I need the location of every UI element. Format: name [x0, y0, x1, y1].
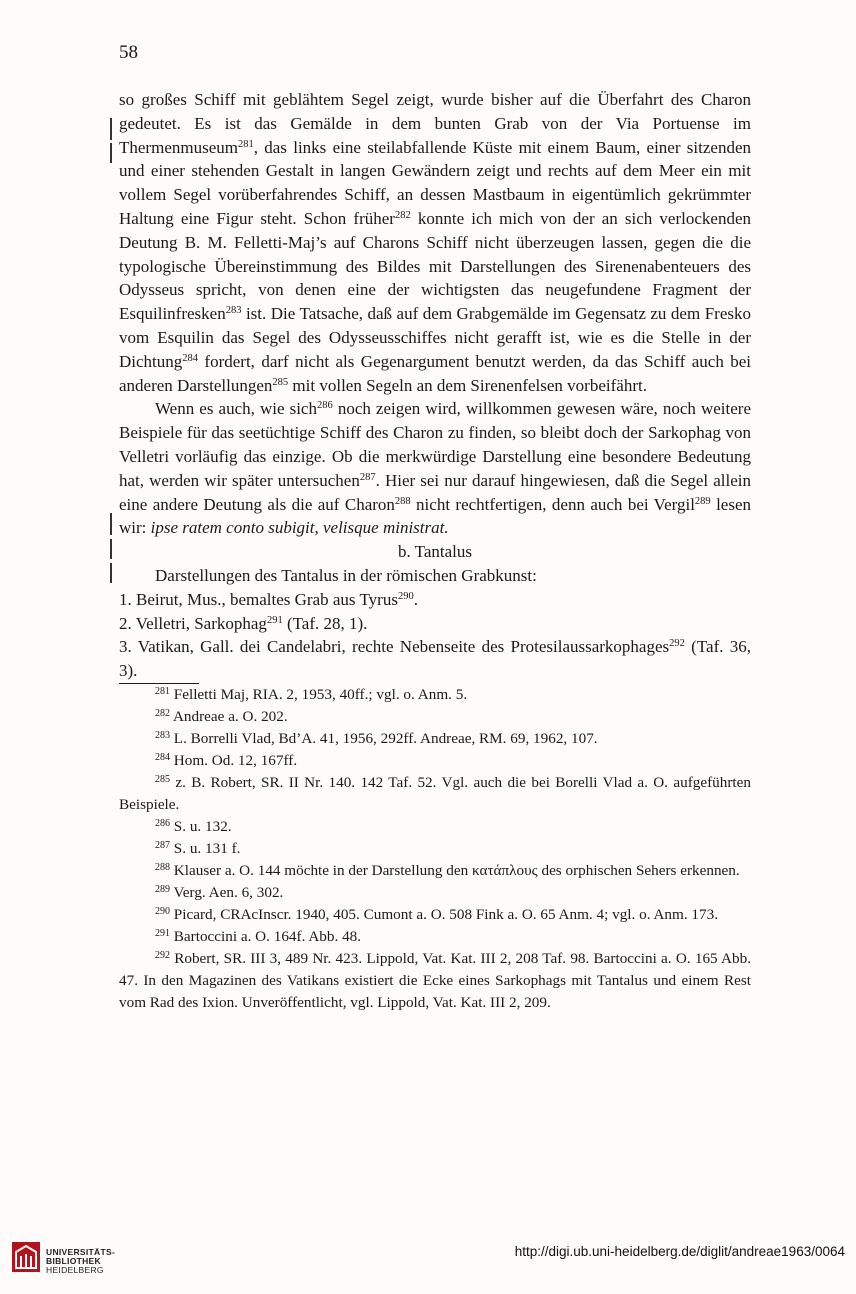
list-item: 2. Velletri, Sarkophag$^{291}$ (Taf. 28, 1). [119, 613, 368, 633]
footnote-text: z. B. Robert, SR. II Nr. 140. 142 Taf. 52. Vgl. auch die bei Borelli Vlad a. O. aufgeführten Beispiele. [119, 773, 751, 813]
footnote-ref: 292 [669, 638, 685, 650]
footnote-ref: 288 [394, 495, 411, 507]
footnote-text: Picard, CRAcInscr. 1940, 405. Cumont a. O. 508 Fink a. O. 65 Anm. 4; vgl. o. Anm. 173. [170, 905, 719, 923]
footnote-number: 290 [155, 905, 170, 917]
university-library-logo-icon [12, 1242, 40, 1272]
footnote-text: Verg. Aen. 6, 302. [170, 883, 284, 901]
footnote-text: Andreae a. O. 202. [170, 707, 288, 725]
page-number: 58 [119, 42, 138, 63]
footnote-number: 284 [155, 751, 170, 763]
footnote-number: 288 [155, 861, 170, 873]
footnote [119, 772, 751, 816]
footnote [119, 706, 751, 728]
footnote-ref: 290 [397, 590, 414, 602]
margin-mark [110, 118, 112, 140]
footnote [119, 926, 751, 948]
paragraph: so großes Schiff mit geblähtem Segel zeigt, wurde bisher auf die Überfahrt des Charon gedeutet. Es ist das Gemälde in dem bunten Grab von der Via Portuense im Thermenmuseum$^{281}$, das links eine steilabfallende Küste mit einem Baum, einer sitzenden und einer stehenden Gestalt in langen Gewändern zeigt und rechts auf dem Meer ein mit vollem Segel vorüberfahrendes Schiff, an dessen Mastbaum in eigentümlich gekrümmter Haltung eine Figur steht. Schon früher$^{282}$ konnte ich mich von der an sich verlockenden Deutung B. M. Felletti-Maj’s auf Charons Schiff nicht überzeugen lassen, gegen die die typologische Übereinstimmung des Bildes mit Darstellungen des Sirenenabenteuers des Odysseus spricht, von denen eine der wichtigsten das neugefundene Fragment der Esquilinfresken$^{283}$ ist. Die Tatsache, daß auf dem Grabgemälde im Gegensatz zu dem Fresko vom Esquilin das Segel des Odysseusschiffes nicht gerafft ist, wie es die Stelle in der Dichtung$^{284}$ fordert, darf nicht als Gegenargument benutzt werden, da das Schiff auch bei anderen Darstellungen$^{285}$ mit vollen Segeln an dem Sirenenfelsen vorbeifährt. [119, 90, 751, 395]
margin-mark [110, 143, 112, 163]
footnote-text: L. Borrelli Vlad, Bd’A. 41, 1956, 292ff. Andreae, RM. 69, 1962, 107. [170, 729, 598, 747]
latin-quote: ipse ratem conto subigit, velisque ministrat. [150, 518, 449, 538]
footnote-number: 291 [155, 927, 170, 939]
footnote [119, 838, 751, 860]
footnote [119, 728, 751, 750]
footnote [119, 882, 751, 904]
margin-mark [110, 563, 112, 583]
footnote-text: Felletti Maj, RIA. 2, 1953, 40ff.; vgl. o. Anm. 5. [170, 685, 468, 703]
list-item: 3. Vatikan, Gall. dei Candelabri, rechte Nebenseite des Protesilaussarkophages$^{292}$ (Taf. 36, 3). [119, 637, 751, 681]
paragraph: Wenn es auch, wie sich$^{286}$ noch zeigen wird, willkommen gewesen wäre, noch weitere Beispiele für das seetüchtige Schiff des Charon zu finden, so bleibt doch der Sarkophag von Velletri vorläufig das einzige. Ob die merkwürdige Darstellung eine besondere Bedeutung hat, werden wir später untersuchen$^{287}$. Hier sei nur darauf hingewiesen, daß die Segel allein eine andere Deutung als die auf Charon$^{288}$ nicht rechtfertigen, denn auch bei Vergil$^{289}$ lesen wir: ipse ratem conto subigit, velisque ministrat. [119, 399, 752, 538]
footnote-text: S. u. 131 f. [170, 839, 241, 857]
section-title: b. Tantalus [397, 542, 473, 562]
footnote-number: 282 [155, 707, 170, 719]
footnote-text: Robert, SR. III 3, 489 Nr. 423. Lippold, Vat. Kat. III 2, 208 Taf. 98. Bartoccini a. O. 165 Abb. 47. In den Magazinen des Vatikans existiert die Ecke eines Sarkophags mit Tantalus und einem Rest vom Rad des Ixion. Unveröffentlicht, vgl. Lippold, Vat. Kat. III 2, 209. [119, 949, 751, 1011]
footnote [119, 948, 751, 1014]
margin-mark [110, 513, 112, 535]
footnote [119, 860, 751, 882]
source-url-link[interactable]: http://digi.ub.uni-heidelberg.de/diglit/andreae1963/0064 [514, 1244, 845, 1259]
footnote-number: 289 [155, 883, 170, 895]
footnote-ref: 283 [225, 305, 242, 317]
footnote [119, 684, 751, 706]
footnote-ref: 282 [394, 209, 411, 221]
footnote-ref: 285 [272, 376, 289, 388]
footnote-number: 283 [155, 729, 170, 741]
footnote-number: 285 [155, 773, 170, 785]
footnote-ref: 289 [694, 495, 711, 507]
footnotes [119, 684, 751, 1014]
footnote-ref: 284 [182, 352, 199, 364]
footnote-ref: 291 [266, 614, 283, 626]
tantalus-list [119, 588, 751, 683]
footnote-text: S. u. 132. [170, 817, 232, 835]
footnote-number: 286 [155, 817, 170, 829]
footnote [119, 904, 751, 926]
footnote [119, 816, 751, 838]
footnote-number: 281 [155, 685, 170, 697]
footnote-ref: 281 [237, 138, 254, 150]
footnote-text: Klauser a. O. 144 möchte in der Darstellung den κατάπλους des orphischen Sehers erkennen. [170, 861, 740, 879]
footnote-text: Bartoccini a. O. 164f. Abb. 48. [170, 927, 362, 945]
list-intro: Darstellungen des Tantalus in der römischen Grabkunst: [155, 565, 537, 585]
main-text [119, 88, 751, 1014]
footnote-ref: 286 [316, 400, 333, 412]
footnote-ref: 287 [359, 471, 376, 483]
page-footer [0, 1226, 856, 1294]
logo-text: UNIVERSITÄTS- BIBLIOTHEK HEIDELBERG [46, 1247, 116, 1276]
footnote-number: 292 [155, 949, 170, 961]
footnote [119, 750, 751, 772]
footnote-number: 287 [155, 839, 170, 851]
footnote-text: Hom. Od. 12, 167ff. [170, 751, 298, 769]
margin-mark [110, 539, 112, 559]
list-item: 1. Beirut, Mus., bemaltes Grab aus Tyrus$^{290}$. [119, 589, 418, 609]
